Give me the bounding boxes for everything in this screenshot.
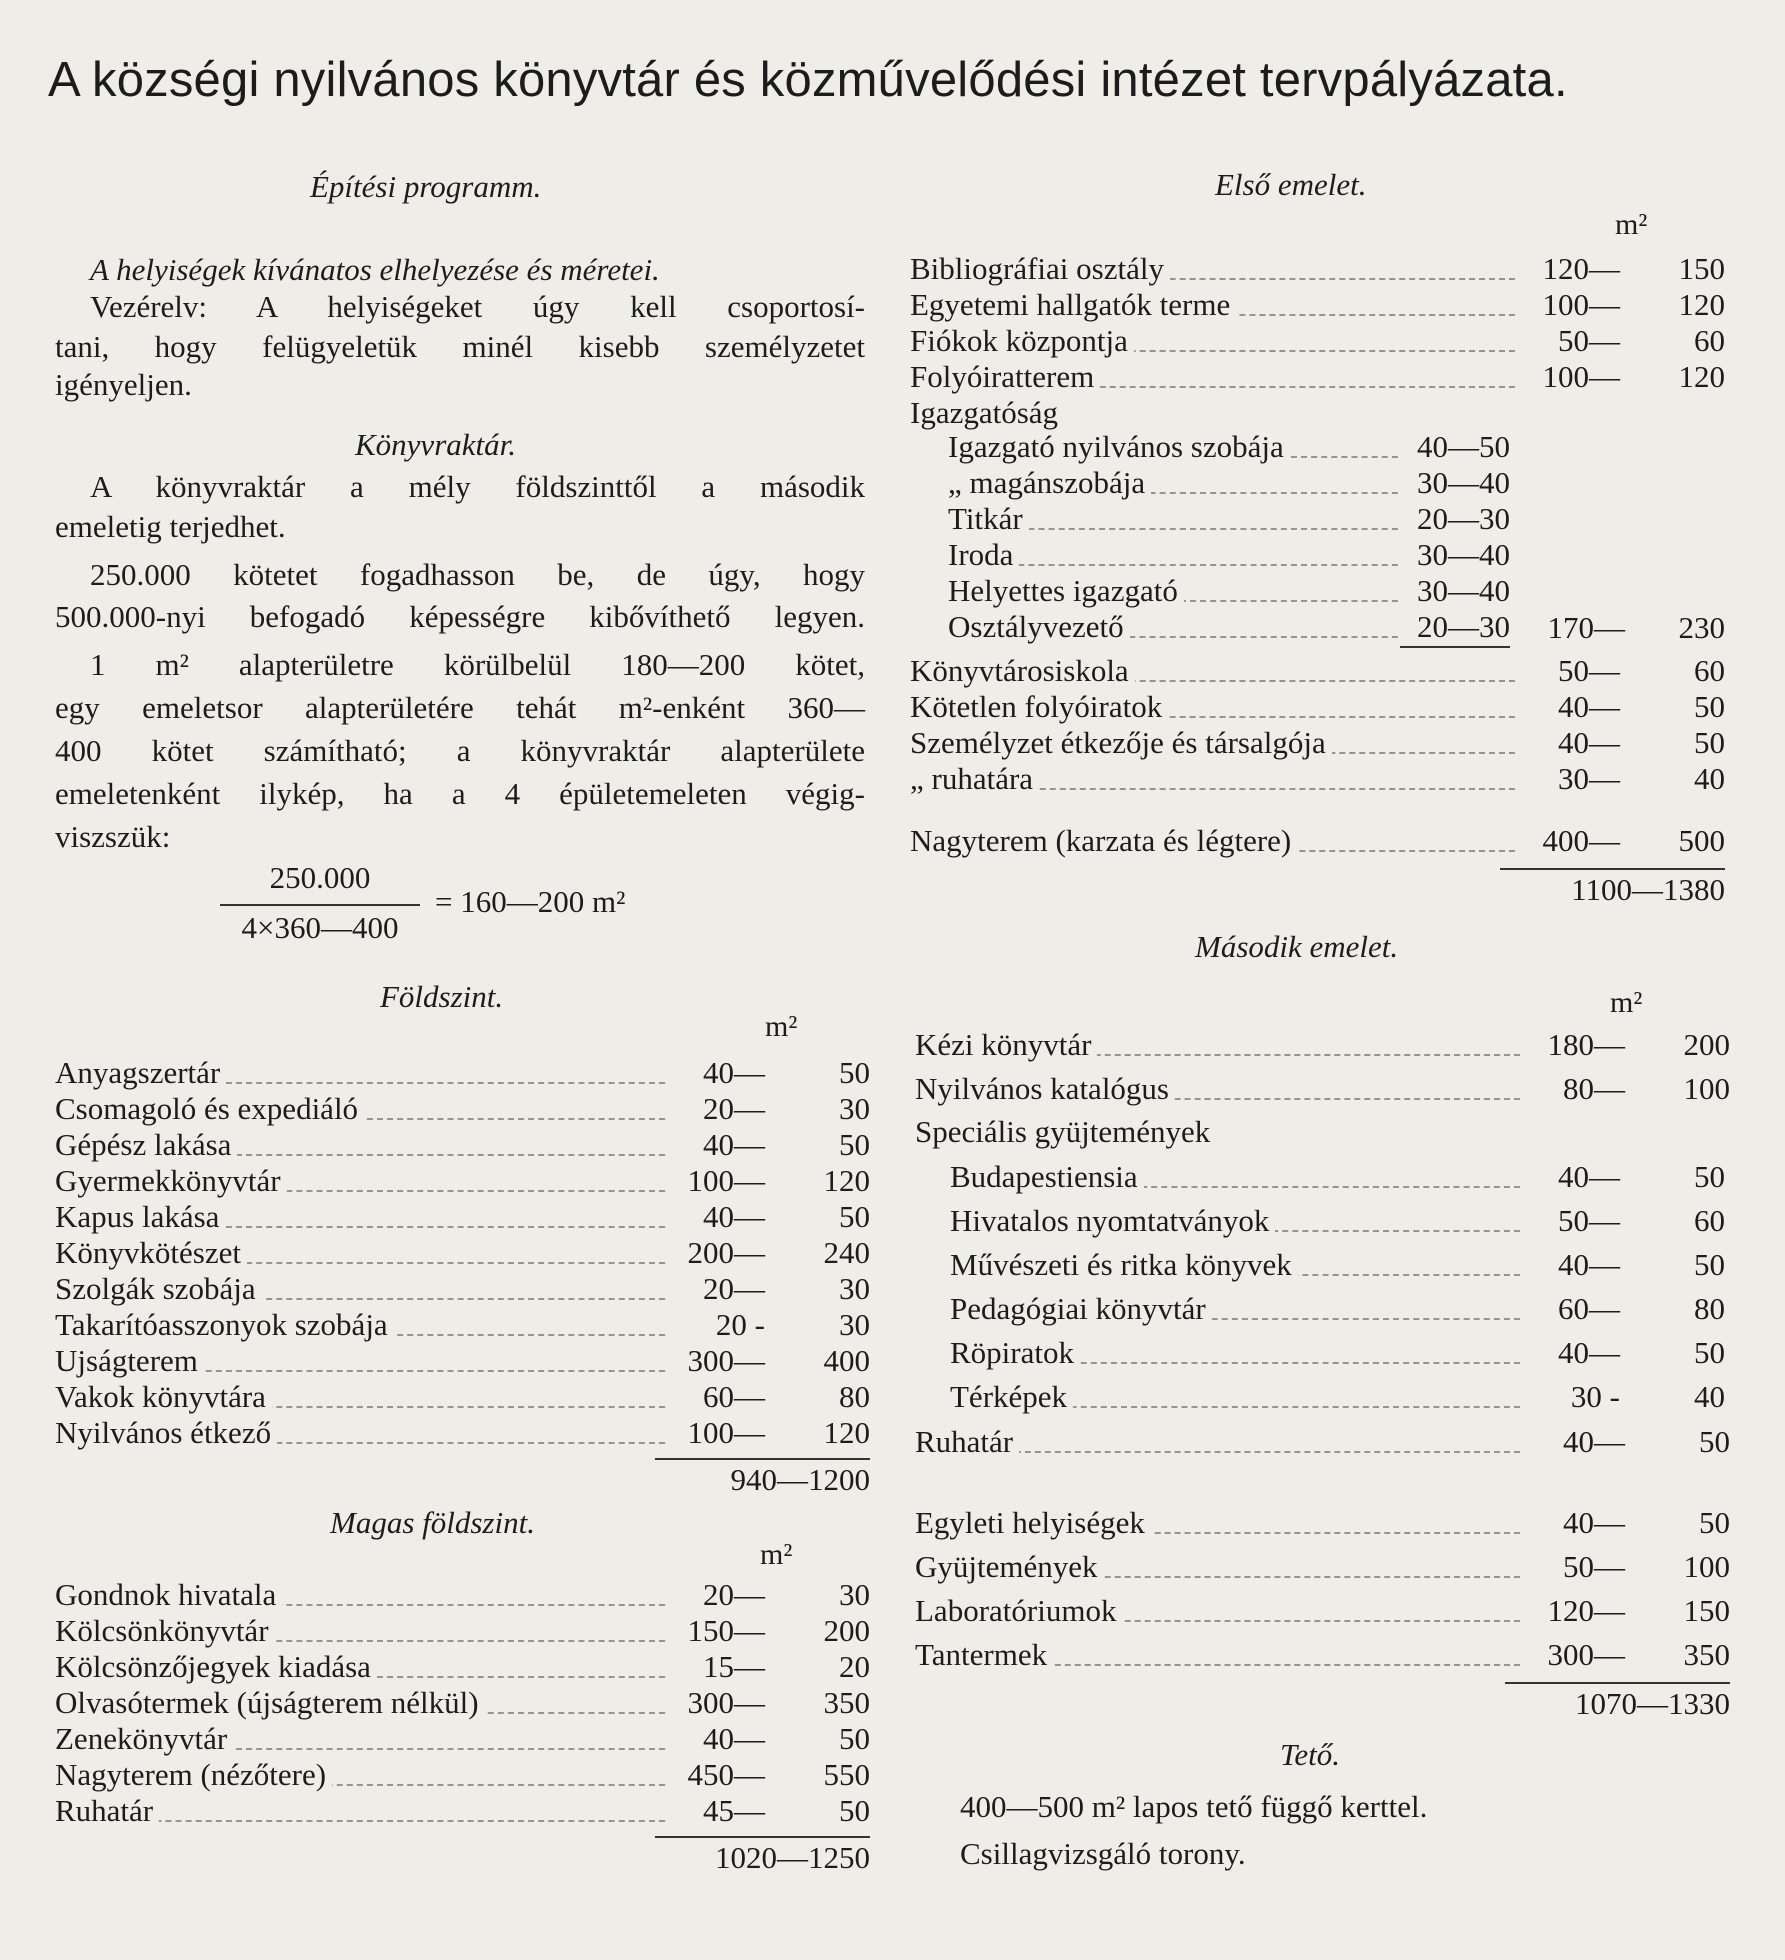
table-row [915, 1550, 1730, 1584]
table-row [948, 466, 1518, 500]
row-label: Ruhatár [915, 1425, 1019, 1459]
row-value-min: 40— [703, 1721, 765, 1756]
row-label: Ujságterem [55, 1344, 204, 1378]
row-value-min: 100— [687, 1415, 765, 1450]
konyvraktar-line: viszszük: [55, 819, 171, 854]
row-value-min: 40— [1563, 1505, 1625, 1540]
row-value-min: 45— [703, 1793, 765, 1828]
row-value-max: 80 [1694, 1291, 1725, 1326]
row-value-max: 30 [839, 1271, 870, 1306]
row-label: Térképek [950, 1380, 1073, 1414]
row-label: Laboratóriumok [915, 1594, 1122, 1628]
table-row [55, 1272, 870, 1306]
igazgatosag-total-b: 230 [1678, 610, 1725, 645]
row-value-max: 60 [1694, 653, 1725, 688]
table-row [55, 1092, 870, 1126]
row-value-min: 40— [1563, 1424, 1625, 1459]
leader-dots [988, 526, 1408, 530]
row-label: Gondnok hivatala [55, 1578, 282, 1612]
row-label: Személyzet étkezője és társalgója [910, 726, 1332, 760]
row-label: Hivatalos nyomtatványok [950, 1204, 1275, 1238]
row-label: Szolgák szobája [55, 1272, 262, 1306]
row-value-min: 100— [1542, 287, 1620, 322]
row-value-min: 200— [687, 1235, 765, 1270]
masodik-emelet-heading: Második emelet. [1195, 929, 1399, 964]
row-value-min: 50— [1558, 323, 1620, 358]
table-row [910, 726, 1725, 760]
table-row [950, 1204, 1730, 1238]
konyvraktar-line: 1 m² alapterületre körülbelül 180—200 kötet, [90, 647, 865, 682]
row-value-max: 240 [823, 1235, 870, 1270]
row-label: Nagyterem (nézőtere) [55, 1758, 332, 1792]
row-value-max: 50 [1699, 1424, 1730, 1459]
total-rule [1505, 1682, 1730, 1684]
magas-foldszint-heading: Magas földszint. [330, 1505, 535, 1540]
row-value-max: 30 [839, 1307, 870, 1342]
row-value-min: 150— [687, 1613, 765, 1648]
row-label: Osztályvezető [948, 610, 1130, 644]
konyvraktar-line: emeletenként ilykép, ha a 4 épületemeleten végig- [55, 776, 865, 811]
foldszint-heading: Földszint. [380, 979, 504, 1014]
row-value-max: 100 [1683, 1071, 1730, 1106]
row-value-max: 500 [1678, 823, 1725, 858]
table-row [910, 324, 1725, 358]
row-value: 40—50 [1398, 430, 1510, 464]
total-rule [655, 1458, 870, 1460]
leader-dots [955, 1449, 1520, 1453]
row-value-max: 150 [1678, 251, 1725, 286]
page-title: A községi nyilvános könyvtár és közművelődési intézet tervpályázata. [48, 53, 1568, 107]
konyvraktar-line: egy emeletsor alapterületére tehát m²-enként 360— [55, 690, 865, 725]
row-label: Egyleti helyiségek [915, 1506, 1151, 1540]
table-row [55, 1200, 870, 1234]
table-row [910, 824, 1725, 858]
konyvraktar-line: 400 kötet számítható; a könyvraktár alapterülete [55, 733, 865, 768]
table-row [915, 1425, 1730, 1459]
leader-dots [988, 562, 1408, 566]
intro-line: Vezérelv: A helyiségeket úgy kell csoportosí- [90, 289, 865, 324]
row-label: Igazgató nyilvános szobája [948, 430, 1290, 464]
row-label: Gépész lakása [55, 1128, 237, 1162]
table-row [950, 1248, 1730, 1282]
table-row [910, 762, 1725, 796]
row-value-max: 150 [1683, 1593, 1730, 1628]
konyvraktar-heading: Könyvraktár. [355, 427, 517, 462]
row-value-max: 50 [839, 1721, 870, 1756]
row-value-min: 40— [1558, 689, 1620, 724]
row-value-max: 30 [839, 1577, 870, 1612]
table-row [55, 1308, 870, 1342]
table-row [948, 538, 1518, 572]
row-value-max: 120 [823, 1415, 870, 1450]
teto-line: 400—500 m² lapos tető függő kerttel. [960, 1789, 1428, 1824]
subtotal-rule [1400, 646, 1510, 648]
unit-label: m² [765, 1010, 798, 1043]
row-label: Pedagógiai könyvtár [950, 1292, 1212, 1326]
table-row [55, 1128, 870, 1162]
total-rule [655, 1836, 870, 1838]
table-row [950, 1160, 1730, 1194]
konyvraktar-line: emeletig terjedhet. [55, 509, 286, 544]
magas-foldszint-total: 1020—1250 [715, 1840, 870, 1875]
row-label: Iroda [948, 538, 1019, 572]
fraction-bar [220, 904, 420, 906]
row-value-max: 550 [823, 1757, 870, 1792]
konyvraktar-line: 500.000-nyi befogadó képességre kibővíthető legyen. [55, 599, 865, 634]
row-value-max: 50 [839, 1199, 870, 1234]
row-label: Vakok könyvtára [55, 1380, 272, 1414]
table-row [55, 1722, 870, 1756]
row-label: Kölcsönzőjegyek kiadása [55, 1650, 377, 1684]
row-label: Nyilvános étkező [55, 1416, 277, 1450]
masodik-emelet-total: 1070—1330 [1575, 1686, 1730, 1721]
row-value: 30—40 [1398, 574, 1510, 608]
row-label: Budapestiensia [950, 1160, 1144, 1194]
row-value-min: 100— [1542, 359, 1620, 394]
row-label: Takarítóasszonyok szobája [55, 1308, 394, 1342]
row-value-min: 40— [1558, 725, 1620, 760]
formula-result: = 160—200 m² [435, 884, 626, 919]
foldszint-total: 940—1200 [730, 1462, 870, 1497]
table-row [948, 430, 1518, 464]
row-value-min: 15— [703, 1649, 765, 1684]
row-value-min: 180— [1547, 1027, 1625, 1062]
row-label: „ ruhatára [910, 762, 1039, 796]
row-value-min: 300— [687, 1343, 765, 1378]
row-label: Röpiratok [950, 1336, 1080, 1370]
row-value-min: 50— [1563, 1549, 1625, 1584]
row-label: „ magánszobája [948, 466, 1151, 500]
row-value-min: 20— [703, 1091, 765, 1126]
elso-emelet-heading: Első emelet. [1215, 167, 1367, 202]
row-label: Könyvkötészet [55, 1236, 247, 1270]
row-label: Gyüjtemények [915, 1550, 1104, 1584]
row-value-min: 20— [703, 1577, 765, 1612]
row-value-min: 60— [703, 1379, 765, 1414]
table-row [55, 1686, 870, 1720]
row-value-min: 400— [1542, 823, 1620, 858]
table-row [55, 1758, 870, 1792]
row-label: Könyvtárosiskola [910, 654, 1135, 688]
table-row [915, 1594, 1730, 1628]
table-row [55, 1578, 870, 1612]
row-value-max: 30 [839, 1091, 870, 1126]
row-label: Kötetlen folyóiratok [910, 690, 1168, 724]
table-row [55, 1236, 870, 1270]
row-value-max: 350 [1683, 1637, 1730, 1672]
intro-line: igényeljen. [55, 367, 192, 402]
leader-dots [95, 1818, 665, 1822]
table-row [910, 288, 1725, 322]
row-value-max: 50 [1699, 1505, 1730, 1540]
row-label: Bibliográfiai osztály [910, 252, 1170, 286]
intro-line: tani, hogy felügyeletük minél kisebb személyzetet [55, 329, 865, 364]
table-row [948, 610, 1518, 644]
row-value-max: 120 [1678, 359, 1725, 394]
formula-numerator: 250.000 [269, 860, 371, 895]
formula-denominator: 4×360—400 [241, 910, 399, 945]
table-row [910, 252, 1725, 286]
table-row [948, 502, 1518, 536]
row-value-min: 30— [1558, 761, 1620, 796]
row-value-min: 30 - [1570, 1379, 1620, 1414]
table-row [910, 360, 1725, 394]
table-row [915, 1072, 1730, 1106]
table-row [950, 1336, 1730, 1370]
row-label: Gyermekkönyvtár [55, 1164, 287, 1198]
row-value-max: 50 [839, 1055, 870, 1090]
row-value-min: 50— [1558, 1203, 1620, 1238]
row-value-min: 40— [1558, 1247, 1620, 1282]
row-value-min: 300— [687, 1685, 765, 1720]
row-value-min: 20 - [715, 1307, 765, 1342]
row-value-min: 40— [703, 1199, 765, 1234]
row-label: Helyettes igazgató [948, 574, 1184, 608]
elso-emelet-total: 1100—1380 [1571, 872, 1725, 907]
row-label: Olvasótermek (újságterem nélkül) [55, 1686, 485, 1720]
table-row [948, 574, 1518, 608]
specialis-label: Speciális gyüjtemények [915, 1114, 1211, 1149]
teto-heading: Tető. [1280, 1737, 1341, 1772]
row-label: Egyetemi hallgatók terme [910, 288, 1236, 322]
row-value-max: 120 [823, 1163, 870, 1198]
row-value-min: 300— [1547, 1637, 1625, 1672]
table-row [915, 1506, 1730, 1540]
row-label: Kézi könyvtár [915, 1028, 1097, 1062]
row-value-max: 60 [1694, 323, 1725, 358]
row-value: 30—40 [1398, 538, 1510, 572]
row-value-max: 50 [839, 1793, 870, 1828]
igazgatosag-total-a: 170— [1547, 610, 1625, 645]
row-label: Kölcsönkönyvtár [55, 1614, 275, 1648]
row-value-max: 20 [839, 1649, 870, 1684]
row-value-min: 50— [1558, 653, 1620, 688]
row-value-min: 40— [1558, 1335, 1620, 1370]
row-value: 20—30 [1398, 610, 1510, 644]
row-label: Csomagoló és expediáló [55, 1092, 364, 1126]
row-value-min: 40— [1558, 1159, 1620, 1194]
unit-label: m² [1615, 208, 1648, 241]
row-label: Nagyterem (karzata és légtere) [910, 824, 1297, 858]
table-row [950, 1380, 1730, 1414]
table-row [55, 1794, 870, 1828]
row-value-max: 200 [1683, 1027, 1730, 1062]
row-value-min: 120— [1547, 1593, 1625, 1628]
table-row [915, 1028, 1730, 1062]
total-rule [1500, 868, 1725, 870]
row-value: 20—30 [1398, 502, 1510, 536]
row-value-min: 120— [1542, 251, 1620, 286]
table-row [55, 1164, 870, 1198]
row-value-min: 100— [687, 1163, 765, 1198]
row-value-max: 40 [1694, 1379, 1725, 1414]
program-heading: Építési programm. [310, 169, 542, 204]
row-label: Nyilvános katalógus [915, 1072, 1175, 1106]
table-row [55, 1344, 870, 1378]
unit-label: m² [760, 1538, 793, 1571]
row-value-max: 200 [823, 1613, 870, 1648]
table-row [950, 1292, 1730, 1326]
row-value-max: 100 [1683, 1549, 1730, 1584]
table-row [55, 1416, 870, 1450]
row-label: Fiókok központja [910, 324, 1134, 358]
konyvraktar-line: A könyvraktár a mély földszinttől a második [90, 469, 865, 504]
row-value-max: 120 [1678, 287, 1725, 322]
row-value-max: 400 [823, 1343, 870, 1378]
row-label: Anyagszertár [55, 1056, 226, 1090]
row-label: Zenekönyvtár [55, 1722, 233, 1756]
table-row [910, 690, 1725, 724]
row-value-max: 50 [1694, 1247, 1725, 1282]
row-value-max: 40 [1694, 761, 1725, 796]
row-value-max: 80 [839, 1379, 870, 1414]
row-label: Titkár [948, 502, 1029, 536]
row-value-min: 450— [687, 1757, 765, 1792]
row-value-min: 80— [1563, 1071, 1625, 1106]
row-value-min: 60— [1558, 1291, 1620, 1326]
table-row [55, 1056, 870, 1090]
row-value-min: 40— [703, 1055, 765, 1090]
row-value-max: 50 [839, 1127, 870, 1162]
table-row [55, 1380, 870, 1414]
row-value-max: 350 [823, 1685, 870, 1720]
teto-line: Csillagvizsgáló torony. [960, 1836, 1246, 1871]
row-value-max: 50 [1694, 1335, 1725, 1370]
row-value-min: 20— [703, 1271, 765, 1306]
row-label: Ruhatár [55, 1794, 159, 1828]
row-value-max: 50 [1694, 1159, 1725, 1194]
row-label: Kapus lakása [55, 1200, 225, 1234]
table-row [915, 1638, 1730, 1672]
row-value-max: 50 [1694, 725, 1725, 760]
row-value-min: 40— [703, 1127, 765, 1162]
igazgatosag-label: Igazgatóság [910, 395, 1059, 430]
table-row [910, 654, 1725, 688]
row-value-max: 60 [1694, 1203, 1725, 1238]
row-label: Tantermek [915, 1638, 1053, 1672]
placement-subheading: A helyiségek kívánatos elhelyezése és méretei. [90, 252, 660, 287]
table-row [55, 1614, 870, 1648]
unit-label: m² [1610, 986, 1643, 1019]
row-label: Művészeti és ritka könyvek [950, 1248, 1298, 1282]
row-label: Folyóiratterem [910, 360, 1100, 394]
table-row [55, 1650, 870, 1684]
konyvraktar-line: 250.000 kötetet fogadhasson be, de úgy, hogy [90, 557, 865, 592]
row-value: 30—40 [1398, 466, 1510, 500]
row-value-max: 50 [1694, 689, 1725, 724]
